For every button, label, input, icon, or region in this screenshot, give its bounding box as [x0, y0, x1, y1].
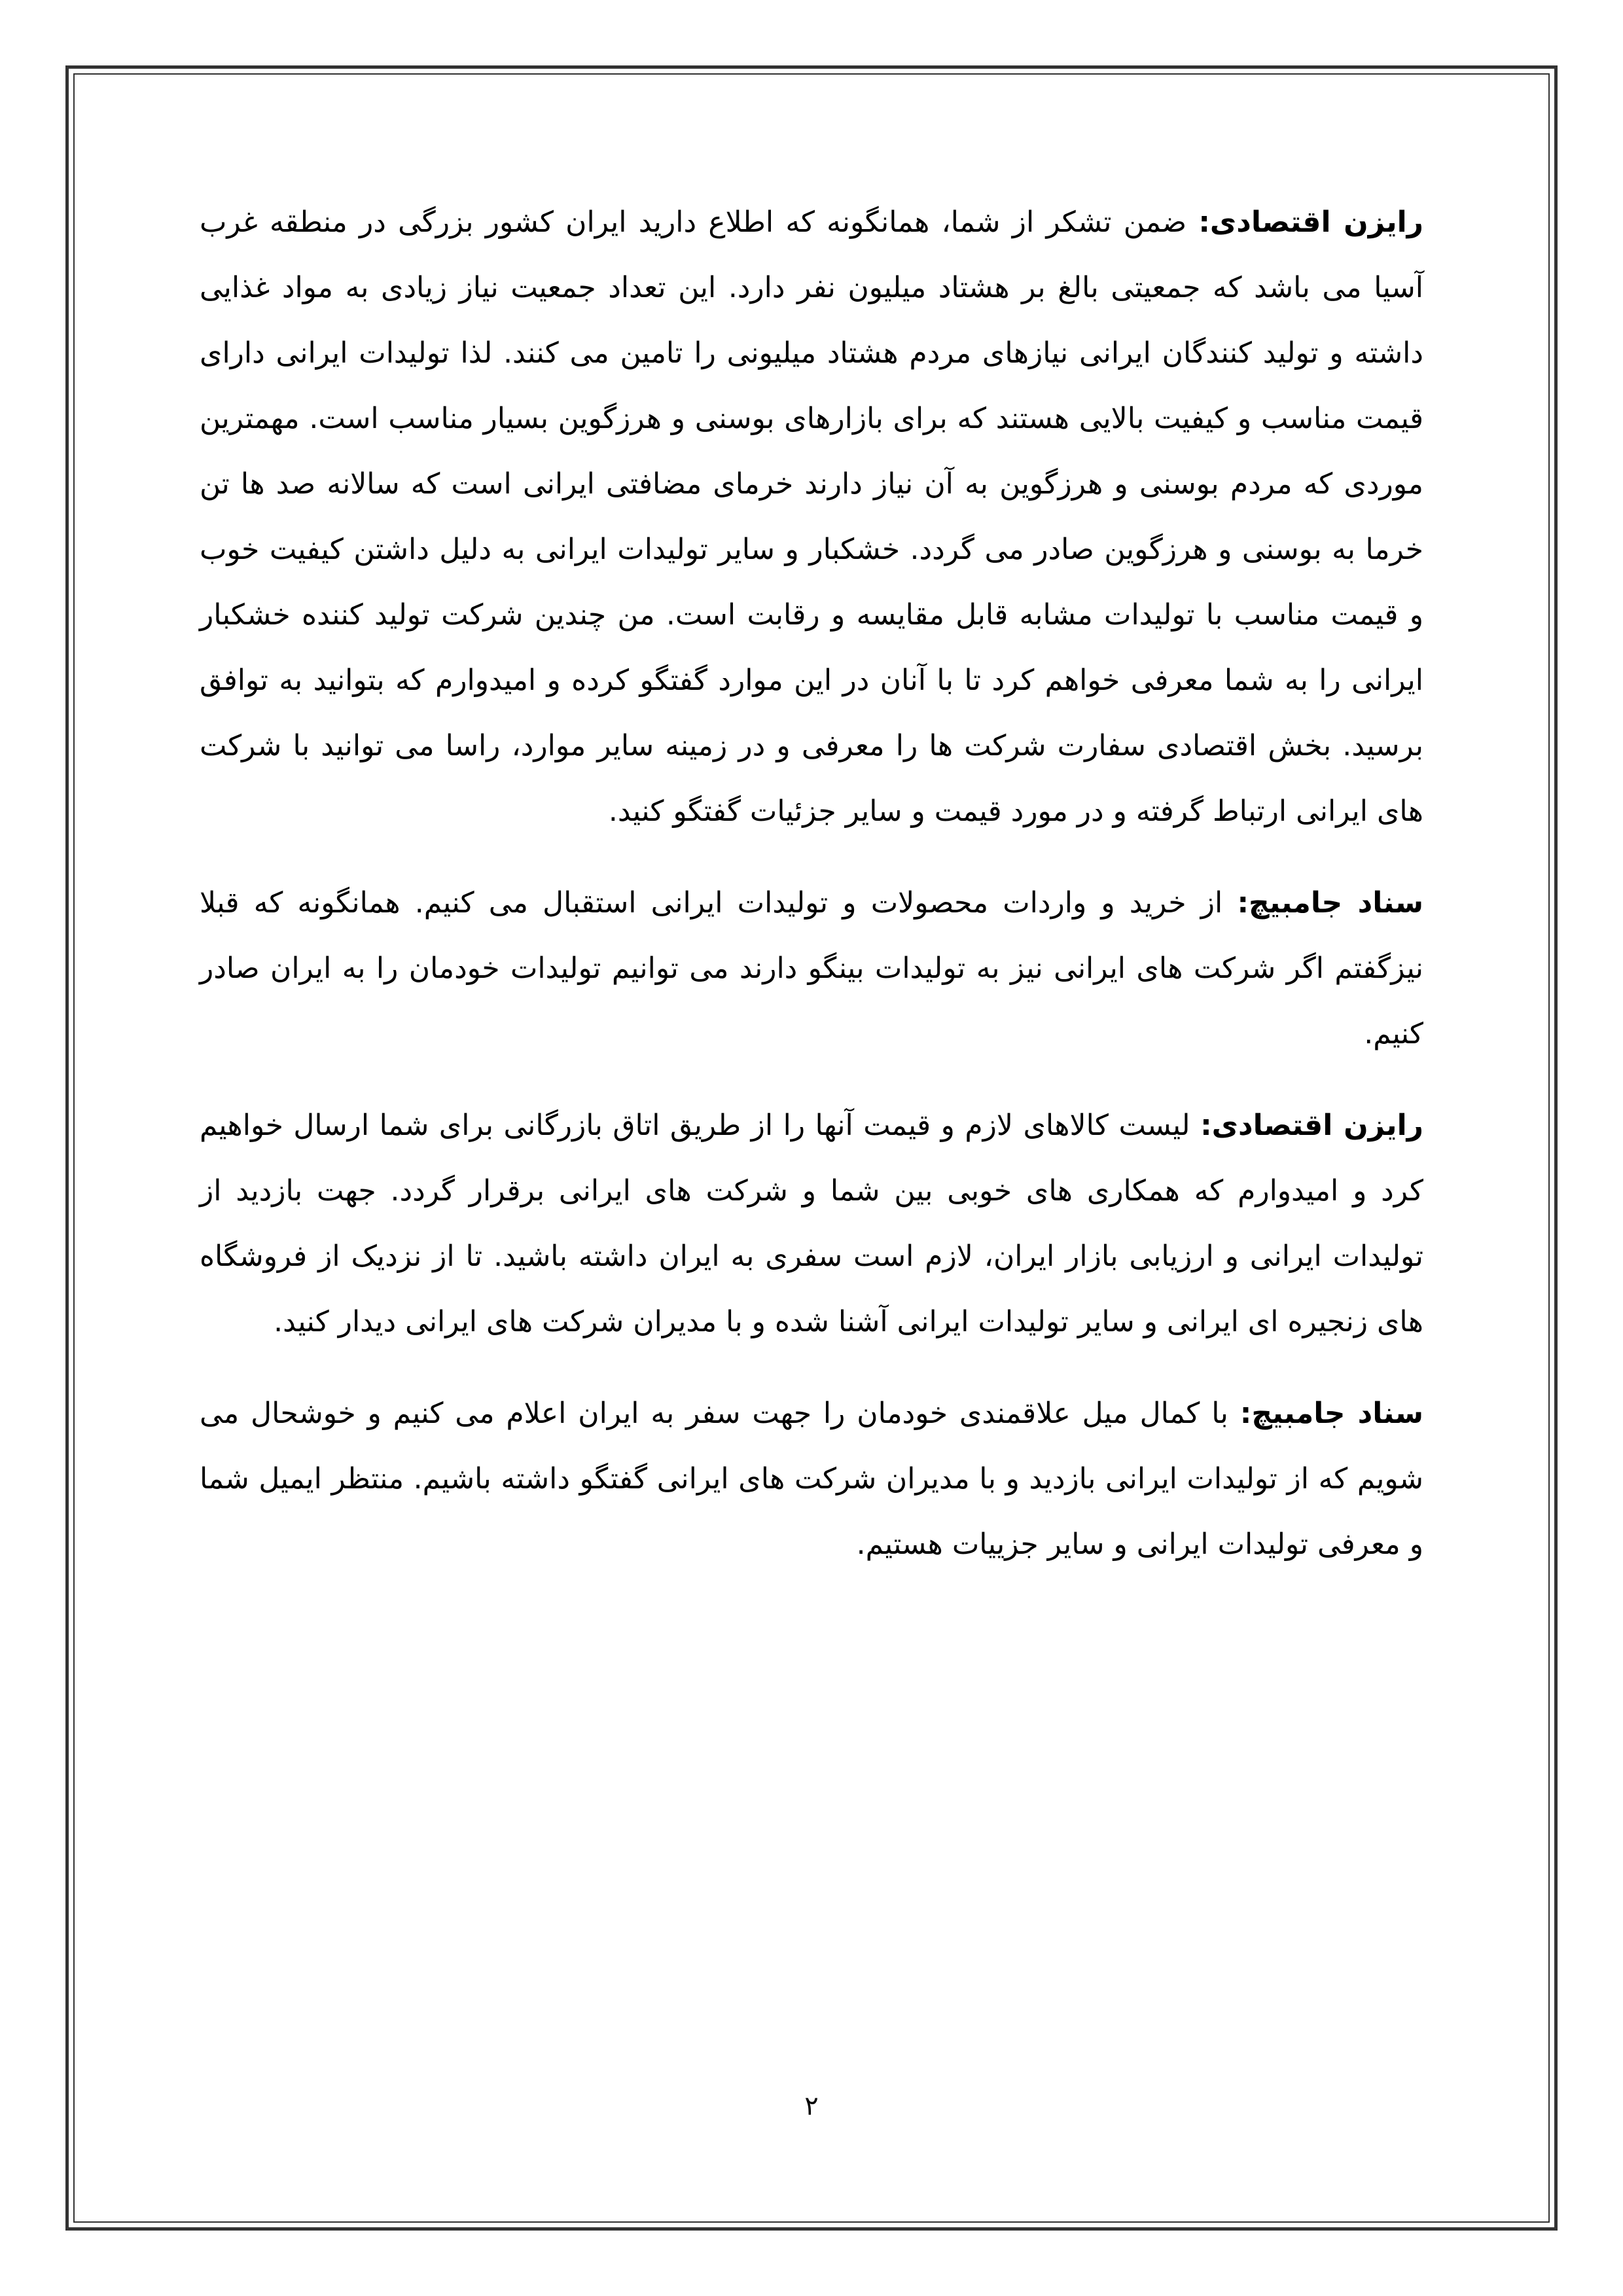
- paragraph-text: از خرید و واردات محصولات و تولیدات ایرانی استقبال می کنیم. همانگونه که قبلا نیزگفتم اگر شرکت های ایرانی نیز به تولیدات بینگو دارند می توانیم تولیدات خودمان را به ایران صادر کنیم.: [200, 886, 1423, 1050]
- paragraph-2: [200, 870, 1423, 1067]
- paragraph-4: [200, 1381, 1423, 1577]
- paragraph-text: لیست کالاهای لازم و قیمت آنها را از طریق اتاق بازرگانی برای شما ارسال خواهیم کرد و امیدوارم که همکاری های خوبی بین شما و شرکت های ایرانی برقرار گردد. جهت بازدید از تولیدات ایرانی و ارزیابی بازار ایران، لازم است سفری به ایران داشته باشید. تا از نزدیک از فروشگاه های زنجیره ای ایرانی و سایر تولیدات ایرانی آشنا شده و با مدیران شرکت های ایرانی دیدار کنید.: [200, 1109, 1423, 1338]
- speaker-label: رایزن اقتصادی:: [1200, 1109, 1423, 1142]
- paragraph-text: ضمن تشکر از شما، همانگونه که اطلاع دارید ایران کشور بزرگی در منطقه غرب آسیا می باشد که جمعیتی بالغ بر هشتاد میلیون نفر دارد. این تعداد جمعیت نیاز زیادی به مواد غذایی داشته و تولید کنندگان ایرانی نیازهای مردم هشتاد میلیونی را تامین می کنند. لذا تولیدات ایرانی دارای قیمت مناسب و کیفیت بالایی هستند که برای بازارهای بوسنی و هرزگوین بسیار مناسب است. مهمترین موردی که مردم بوسنی و هرزگوین به آن نیاز دارند خرمای مضافتی ایرانی است که سالانه صد ها تن خرما به بوسنی و هرزگوین صادر می گردد. خشکبار و سایر تولیدات ایرانی به دلیل داشتن کیفیت خوب و قیمت مناسب با تولیدات مشابه قابل مقایسه و رقابت است. من چندین شرکت تولید کننده خشکبار ایرانی را به شما معرفی خواهم کرد تا با آنان در این موارد گفتگو کرده و امیدوارم که بتوانید به توافق برسید. بخش اقتصادی سفارت شرکت ها را معرفی و در زمینه سایر موارد، راسا می توانید با شرکت های ایرانی ارتباط گرفته و در مورد قیمت و سایر جزئیات گفتگو کنید.: [200, 206, 1423, 828]
- paragraph-1: [200, 190, 1423, 844]
- speaker-label: سناد جامبیچ:: [1237, 886, 1423, 920]
- paragraph-text: با کمال میل علاقمندی خودمان را جهت سفر به ایران اعلام می کنیم و خوشحال می شویم که از تولیدات ایرانی بازدید و با مدیران شرکت های ایرانی گفتگو داشته باشیم. منتظر ایمیل شما و معرفی تولیدات ایرانی و سایر جزییات هستیم.: [200, 1397, 1423, 1561]
- document-body: [200, 190, 1423, 1604]
- speaker-label: رایزن اقتصادی:: [1198, 206, 1424, 239]
- speaker-label: سناد جامبیچ:: [1240, 1397, 1423, 1430]
- paragraph-3: [200, 1093, 1423, 1355]
- page-number: ۲: [804, 2091, 819, 2121]
